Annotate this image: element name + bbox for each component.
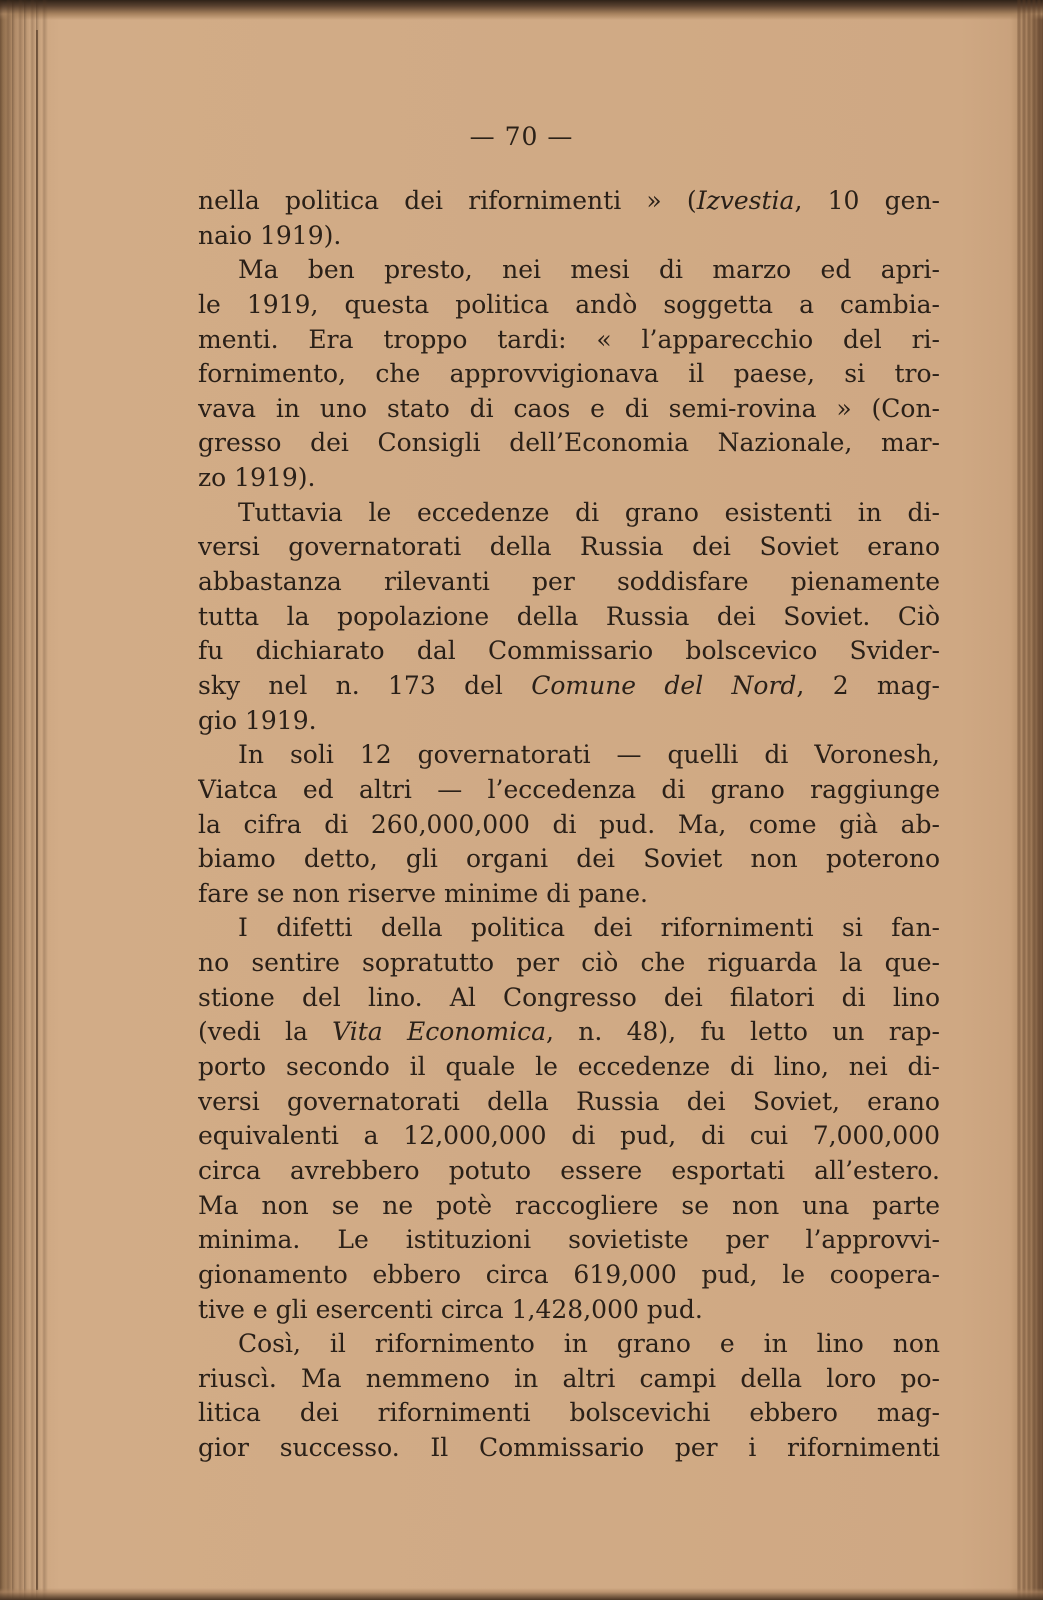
text-line: [198, 1396, 940, 1431]
text-line: [198, 253, 940, 288]
text-run: circa avrebbero potuto essere esportati all’estero.: [198, 1155, 940, 1185]
text-line: [198, 808, 940, 843]
text-line: [198, 565, 940, 600]
text-run: fu dichiarato dal Commissario bolscevico Svider-: [198, 636, 940, 666]
text-run: gresso dei Consigli dell’Economia Nazionale, mar-: [198, 428, 940, 458]
book-binding: [0, 0, 48, 1600]
text-line: [198, 1293, 940, 1328]
italic-title: Izvestia: [696, 186, 795, 215]
text-run: gionamento ebbero circa 619,000 pud, le coopera-: [198, 1259, 940, 1289]
text-line: [198, 1050, 940, 1085]
page-fore-edge: [1017, 0, 1043, 1600]
text-line: [198, 1154, 940, 1189]
italic-title: Comune del Nord: [531, 670, 797, 700]
gutter-shadow: [36, 30, 38, 1590]
text-run: la cifra di 260,000,000 di pud. Ma, come già ab-: [198, 809, 940, 839]
text-run: nella politica dei rifornimenti » (: [198, 186, 697, 215]
text-run: In soli 12 governatorati — quelli di Voronesh,: [238, 740, 940, 770]
text-run: , 10 gen-: [794, 186, 940, 215]
text-line: [198, 669, 940, 704]
text-run: fare se non riserve minime di pane.: [198, 878, 648, 908]
text-run: (vedi la: [198, 1017, 333, 1047]
text-run: tutta la popolazione della Russia dei Soviet. Ciò: [198, 601, 940, 631]
page-number: — 70 —: [469, 122, 574, 151]
text-run: gio 1919.: [198, 705, 317, 735]
text-run: minima. Le istituzioni sovietiste per l’approvvi-: [198, 1225, 940, 1255]
body-text: [198, 184, 940, 1466]
text-line: [198, 288, 940, 323]
italic-title: Vita Economica: [332, 1017, 547, 1047]
text-run: stione del lino. Al Congresso dei filatori di lino: [198, 982, 940, 1012]
text-run: versi governatorati della Russia dei Soviet, erano: [198, 1086, 940, 1116]
text-line: [198, 946, 940, 981]
text-line: [198, 496, 940, 531]
text-line: [198, 184, 940, 219]
text-line: [198, 1223, 940, 1258]
text-line: [198, 981, 940, 1016]
text-line: [198, 1189, 940, 1224]
text-line: [198, 911, 940, 946]
text-line: [198, 704, 940, 739]
text-run: riuscì. Ma nemmeno in altri campi della loro po-: [198, 1363, 940, 1393]
text-line: [198, 1431, 940, 1466]
page-top-edge: [0, 0, 1043, 20]
text-line: [198, 219, 940, 254]
text-run: le 1919, questa politica andò soggetta a cambia-: [198, 289, 940, 319]
text-run: vava in uno stato di caos e di semi-rovina » (Con-: [198, 393, 940, 423]
text-line: [198, 877, 940, 912]
page-bottom-edge: [0, 1588, 1043, 1600]
text-run: Ma ben presto, nei mesi di marzo ed apri-: [238, 255, 940, 285]
text-line: [198, 1119, 940, 1154]
text-line: [198, 1015, 940, 1050]
text-run: porto secondo il quale le eccedenze di lino, nei di-: [198, 1052, 940, 1082]
text-run: fornimento, che approvvigionava il paese, si tro-: [198, 359, 940, 389]
text-run: I difetti della politica dei rifornimenti si fan-: [238, 913, 940, 943]
text-line: [198, 392, 940, 427]
text-run: versi governatorati della Russia dei Soviet erano: [198, 532, 940, 562]
text-run: litica dei rifornimenti bolscevichi ebbero mag-: [198, 1398, 940, 1428]
text-line: [198, 738, 940, 773]
text-line: [198, 600, 940, 635]
text-line: [198, 357, 940, 392]
text-run: Tuttavia le eccedenze di grano esistenti in di-: [238, 497, 940, 527]
text-run: gior successo. Il Commissario per i rifornimenti: [198, 1433, 940, 1463]
text-line: [198, 1258, 940, 1293]
text-line: [198, 426, 940, 461]
text-run: no sentire sopratutto per ciò che riguarda la que-: [198, 948, 940, 978]
text-run: sky nel n. 173 del: [198, 670, 532, 700]
text-line: [198, 323, 940, 358]
text-run: equivalenti a 12,000,000 di pud, di cui 7,000,000: [198, 1121, 940, 1151]
text-line: [198, 461, 940, 496]
text-run: Così, il rifornimento in grano e in lino non: [238, 1329, 940, 1359]
text-line: [198, 1362, 940, 1397]
text-line: [198, 842, 940, 877]
text-run: menti. Era troppo tardi: « l’apparecchio del ri-: [198, 324, 940, 354]
text-run: abbastanza rilevanti per soddisfare pienamente: [198, 567, 940, 597]
text-line: [198, 1327, 940, 1362]
text-run: naio 1919).: [198, 220, 342, 250]
text-run: Viatca ed altri — l’eccedenza di grano raggiunge: [198, 774, 940, 804]
text-line: [198, 634, 940, 669]
text-run: zo 1919).: [198, 463, 316, 493]
text-run: biamo detto, gli organi dei Soviet non poterono: [198, 844, 940, 874]
text-run: Ma non se ne potè raccogliere se non una parte: [198, 1190, 940, 1220]
text-run: , n. 48), fu letto un rap-: [546, 1017, 940, 1047]
text-run: , 2 mag-: [796, 670, 940, 700]
text-run: tive e gli esercenti circa 1,428,000 pud.: [198, 1294, 703, 1324]
text-line: [198, 773, 940, 808]
text-line: [198, 530, 940, 565]
text-line: [198, 1085, 940, 1120]
